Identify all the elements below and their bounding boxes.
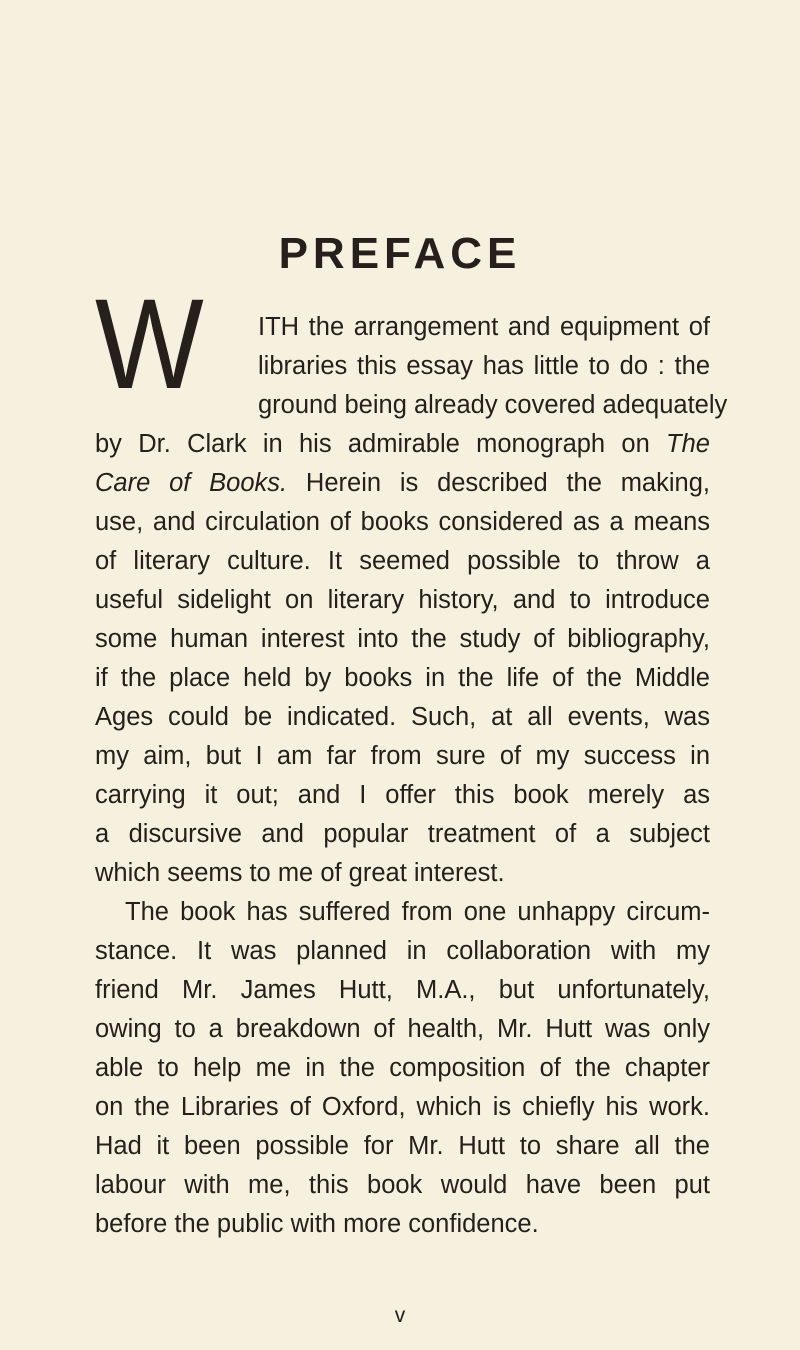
text-line — [95, 429, 710, 459]
text-line: before the public with more confidence. — [95, 1210, 539, 1238]
text-line: useful sidelight on literary history, and to introduce — [95, 586, 710, 614]
text-line: Ages could be indicated. Such, at all events, was — [95, 703, 710, 731]
text-line: owing to a breakdown of health, Mr. Hutt was only — [95, 1015, 710, 1043]
text-line: my aim, but I am far from sure of my success in — [95, 742, 710, 770]
text-line: some human interest into the study of bibliography, — [95, 625, 710, 653]
text-line: ground being already covered adequately — [258, 391, 728, 419]
text-span: Herein is described the making, — [305, 469, 710, 497]
drop-cap: W — [95, 273, 197, 416]
text-span: by Dr. Clark in his admirable monograph on — [95, 430, 650, 458]
page-title: PREFACE — [278, 229, 522, 278]
book-title-italic: The — [666, 430, 710, 458]
text-line: The book has suffered from one unhappy circum- — [125, 898, 710, 926]
text-line: on the Libraries of Oxford, which is chiefly his work. — [95, 1093, 710, 1121]
text-line: Had it been possible for Mr. Hutt to share all the — [95, 1132, 710, 1160]
text-line: use, and circulation of books considered as a means — [95, 508, 710, 536]
text-line: of literary culture. It seemed possible to throw a — [95, 547, 710, 575]
book-title-italic: Care of Books. — [95, 469, 288, 497]
text-line: carrying it out; and I offer this book merely as — [95, 781, 710, 809]
text-line — [95, 468, 710, 498]
page-number: v — [394, 1304, 406, 1327]
text-line: ITH the arrangement and equipment of — [258, 313, 710, 341]
text-line: friend Mr. James Hutt, M.A., but unfortunately, — [95, 976, 710, 1004]
text-line: which seems to me of great interest. — [95, 859, 505, 887]
text-line: labour with me, this book would have been put — [95, 1171, 710, 1199]
text-line: if the place held by books in the life of the Middle — [95, 664, 710, 692]
text-line: libraries this essay has little to do : the — [258, 352, 710, 380]
text-line: a discursive and popular treatment of a subject — [95, 820, 710, 848]
text-line: stance. It was planned in collaboration with my — [95, 937, 710, 965]
text-line: able to help me in the composition of the chapter — [95, 1054, 710, 1082]
